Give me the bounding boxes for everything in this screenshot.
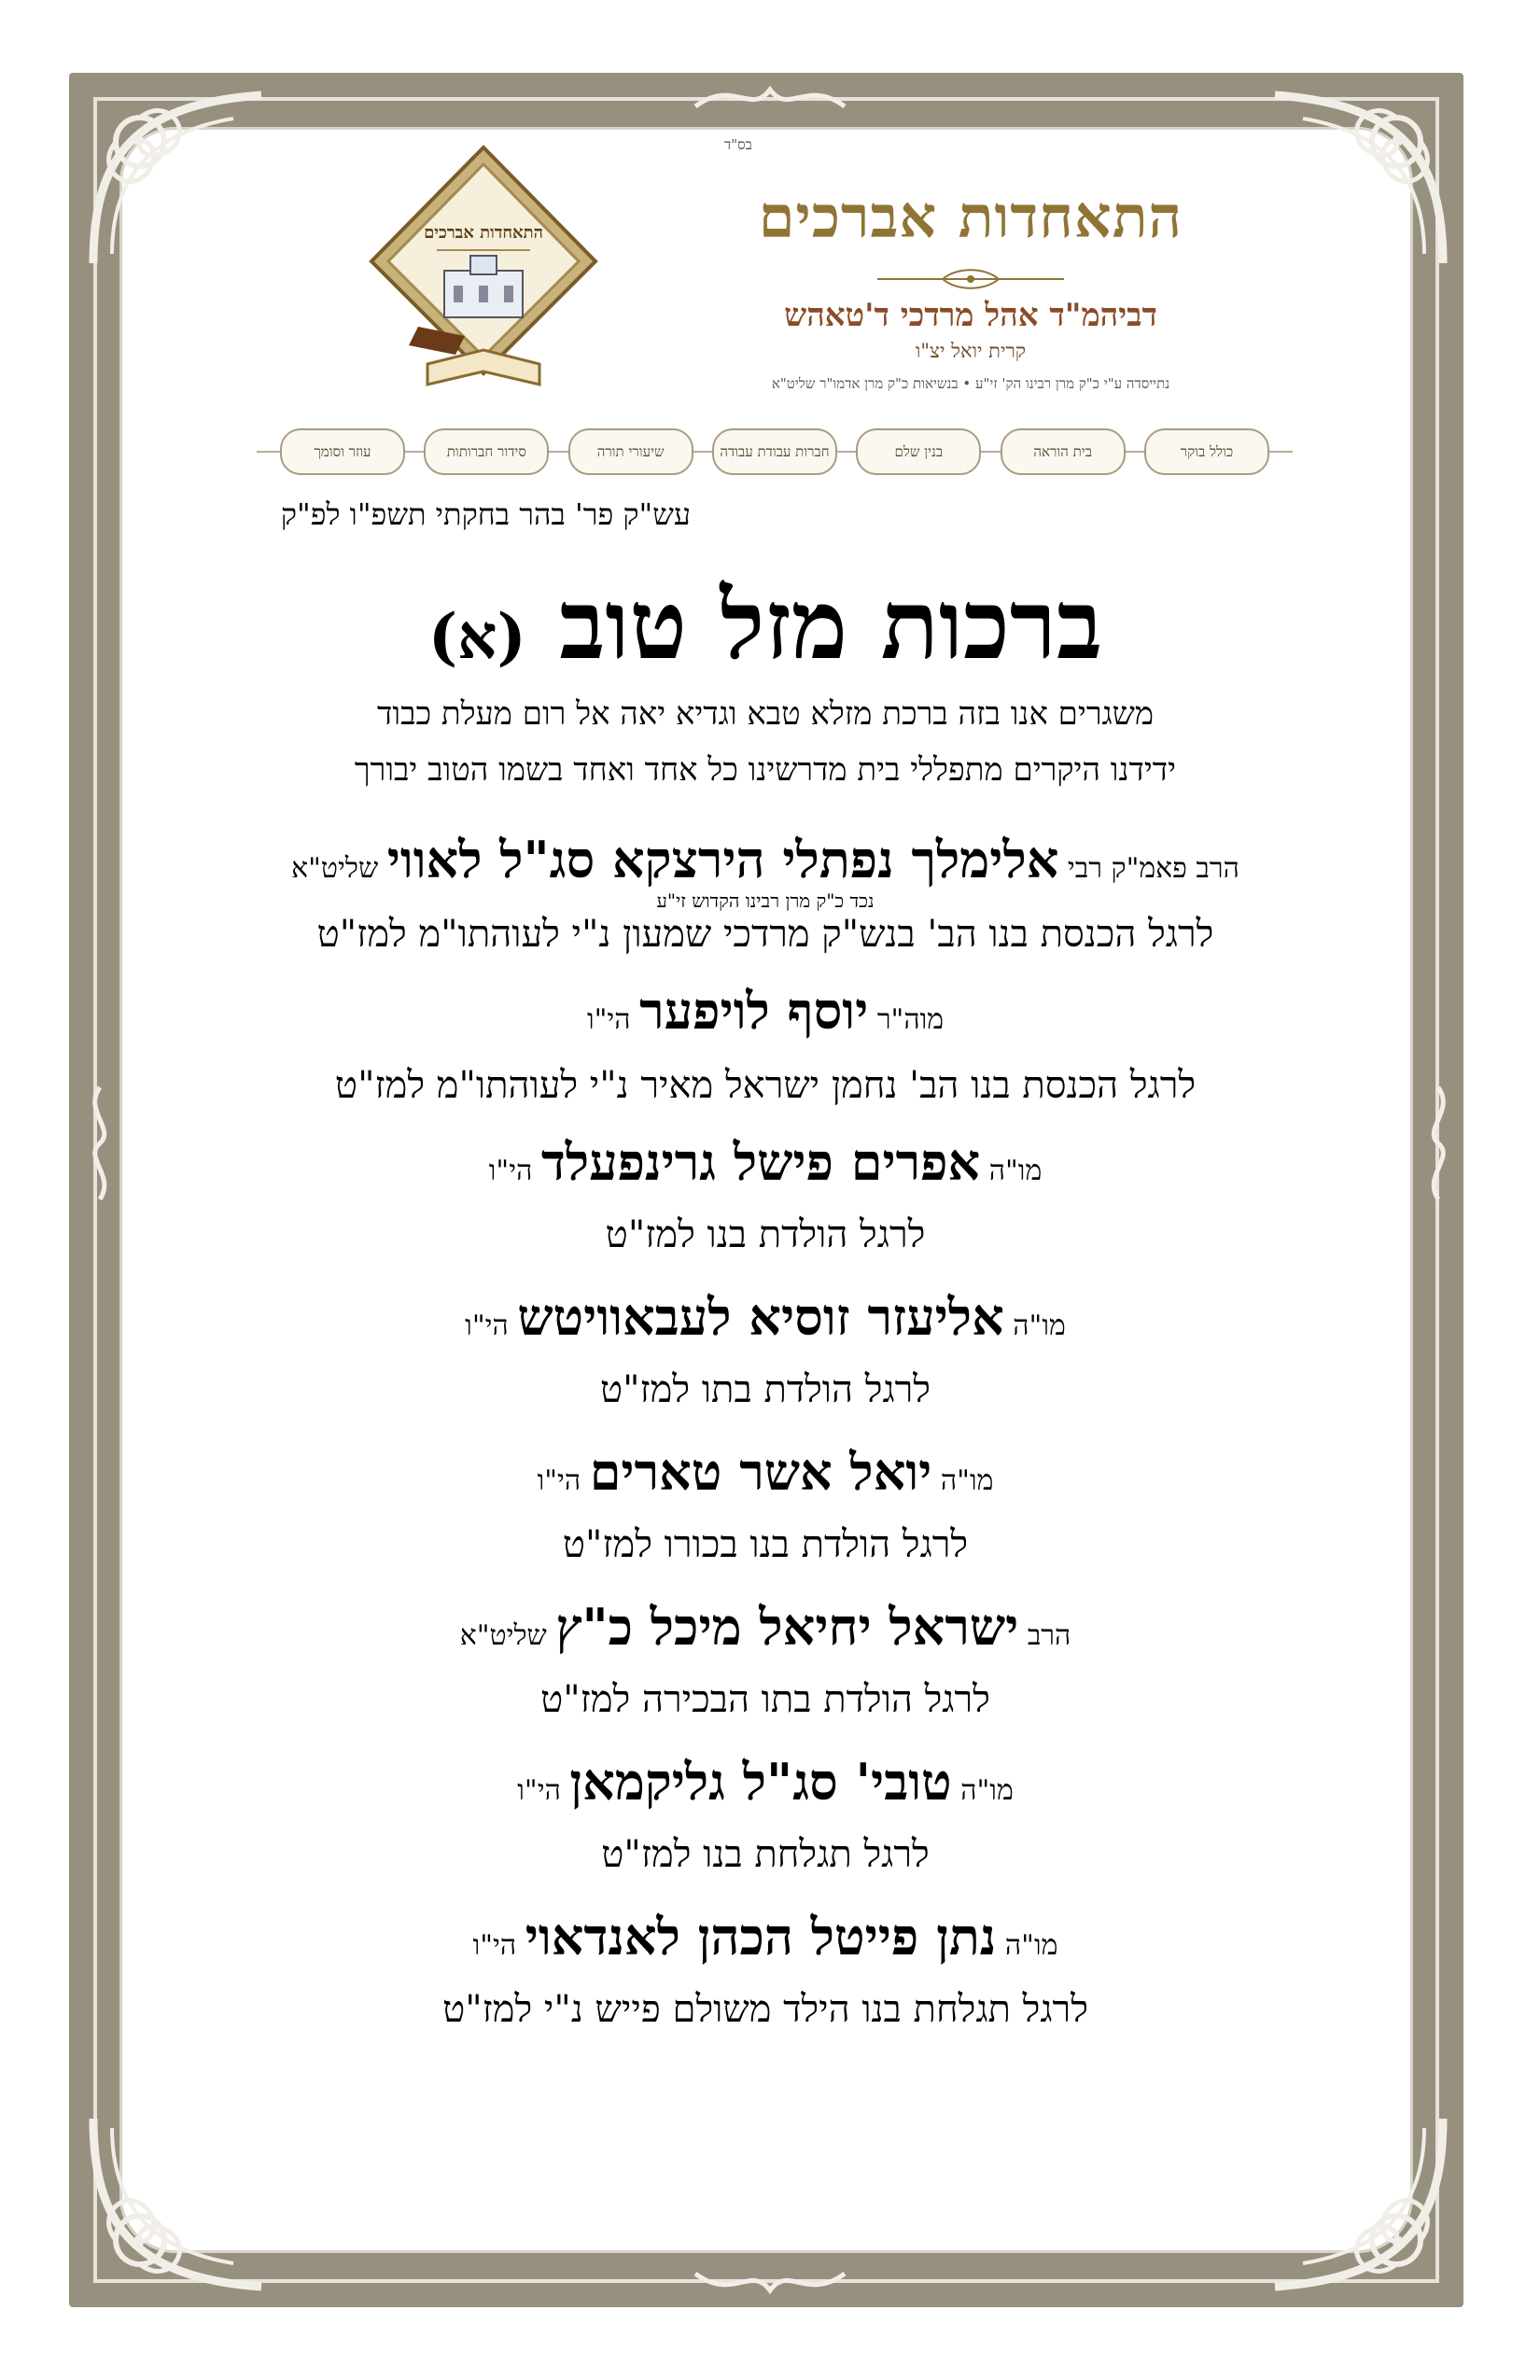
congratulations-list xyxy=(187,831,1344,2033)
honorific: מו"ה xyxy=(1004,1929,1058,1962)
logo-lettering: התאחדות אברכים xyxy=(424,223,543,243)
title-text: ברכות מזל טוב xyxy=(559,569,1103,681)
nav-item-shiurei-torah: שיעורי תורה xyxy=(568,428,693,475)
nav-item-kollel-boker: כולל בוקר xyxy=(1144,428,1269,475)
list-item xyxy=(187,1908,1344,2033)
occasion: לרגל הולדת בתו למז"ט xyxy=(599,1368,931,1411)
top-ornament-icon xyxy=(686,78,854,116)
list-item xyxy=(187,1288,1344,1413)
corner-flourish-icon xyxy=(1256,2100,1462,2305)
organization-logo xyxy=(362,140,605,420)
nav-item-chevros-avoda: חברות עבודת עבודה xyxy=(712,428,837,475)
intro-line-1: משגרים אנו בזה ברכת מזלא טבא וגדיא יאה אל רום מעלת כבוד xyxy=(377,695,1154,733)
honoree-name: אלימלך נפתלי הירצקא סג"ל לאווי xyxy=(386,830,1059,889)
honorific-suffix: הי"ו xyxy=(488,1155,533,1187)
list-item xyxy=(187,982,1344,1109)
organization-founders-line: נתייסדה ע"י כ"ק מרן רבינו הק' זי"ע • בנשיאות כ"ק מרן אדמו"ר שליט"א xyxy=(771,375,1170,392)
list-item xyxy=(187,1598,1344,1723)
side-ornament-icon xyxy=(78,1083,121,1204)
services-nav xyxy=(280,426,1269,478)
occasion: לרגל הולדת בנו למז"ט xyxy=(605,1213,926,1256)
bottom-ornament-icon xyxy=(686,2264,854,2302)
page-title xyxy=(280,569,1251,688)
organization-location: קרית יואל יצ"ו xyxy=(915,340,1027,362)
corner-flourish-icon xyxy=(75,2100,280,2305)
honoree-name: אליעזר זוסיא לעבאוויטש xyxy=(517,1287,1004,1347)
title-volume: (א) xyxy=(427,600,526,673)
list-item xyxy=(187,1133,1344,1258)
honoree-name: יואל אשר טארים xyxy=(589,1442,932,1502)
honoree-name: נתן פייטל הכהן לאנדאוי xyxy=(525,1907,997,1967)
occasion: לרגל הכנסת בנו הב' בנש"ק מרדכי שמעון נ"י לעוהתו"מ למז"ט xyxy=(316,913,1214,956)
honoree-name: אפרים פישל גרינפעלד xyxy=(540,1132,981,1192)
list-item xyxy=(187,1443,1344,1568)
lineage-note: נכד כ"ק מרן רבינו הקדוש זי"ע xyxy=(656,889,875,912)
honorific-suffix: הי"ו xyxy=(586,1003,631,1036)
honorific: מוה"ר xyxy=(876,1003,945,1036)
occasion: לרגל תגלחת בנו הילד משולם פייש נ"י למז"ט xyxy=(442,1988,1088,2031)
organization-subtitle: דביהמ"ד אהל מרדכי ד'טאהש xyxy=(784,297,1157,334)
honoree-name: יוסף לויפער xyxy=(639,981,869,1041)
honorific-suffix: הי"ו xyxy=(472,1929,517,1962)
occasion: לרגל תגלחת בנו למז"ט xyxy=(601,1833,930,1876)
nav-item-siddur-chavrusos: סידור חברותות xyxy=(424,428,549,475)
honorific: הרב xyxy=(1027,1619,1071,1652)
honorific-suffix: שליט"א xyxy=(291,852,379,885)
honorific-suffix: שליט"א xyxy=(459,1619,547,1652)
side-ornament-icon xyxy=(1417,1083,1460,1204)
honorific-suffix: הי"ו xyxy=(537,1464,581,1497)
occasion: לרגל הולדת בתו הבכירה למז"ט xyxy=(540,1678,990,1721)
honorific: מו"ה xyxy=(988,1155,1043,1187)
corner-flourish-icon xyxy=(1256,77,1462,282)
nav-item-binyan-shalem: בנין שלם xyxy=(856,428,981,475)
honorific-suffix: הי"ו xyxy=(465,1309,509,1342)
intro-line-2: ידידנו היקרים מתפללי בית מדרשינו כל אחד ואחד בשמו הטוב יבורך xyxy=(354,751,1177,789)
honorific: הרב פאמ"ק רבי xyxy=(1067,852,1239,885)
organization-title: התאחדות אברכים xyxy=(758,183,1183,251)
list-item xyxy=(187,831,1344,958)
occasion: לרגל הולדת בנו בכורו למז"ט xyxy=(562,1523,969,1566)
nav-item-ozer-vesomech: עוזר וסומך xyxy=(280,428,405,475)
divider-ornament-icon xyxy=(868,267,1073,291)
occasion: לרגל הכנסת בנו הב' נחמן ישראל מאיר נ"י לעוהתו"מ למז"ט xyxy=(334,1064,1197,1107)
list-item xyxy=(187,1753,1344,1878)
nav-item-beis-horaah: בית הוראה xyxy=(1001,428,1126,475)
honoree-name: טובי' סג"ל גליקמאן xyxy=(569,1752,952,1812)
honoree-name: ישראל יחיאל מיכל כ"ץ xyxy=(555,1597,1019,1657)
bsd-mark: בס"ד xyxy=(724,136,752,153)
honorific: מו"ה xyxy=(1013,1309,1066,1342)
corner-flourish-icon xyxy=(75,77,280,282)
honorific-suffix: הי"ו xyxy=(517,1774,561,1807)
honorific: מו"ה xyxy=(940,1464,994,1497)
honorific: מו"ה xyxy=(960,1774,1014,1807)
parsha-date: עש"ק פר' בהר בחקתי תשפ"ו לפ"ק xyxy=(280,497,691,532)
